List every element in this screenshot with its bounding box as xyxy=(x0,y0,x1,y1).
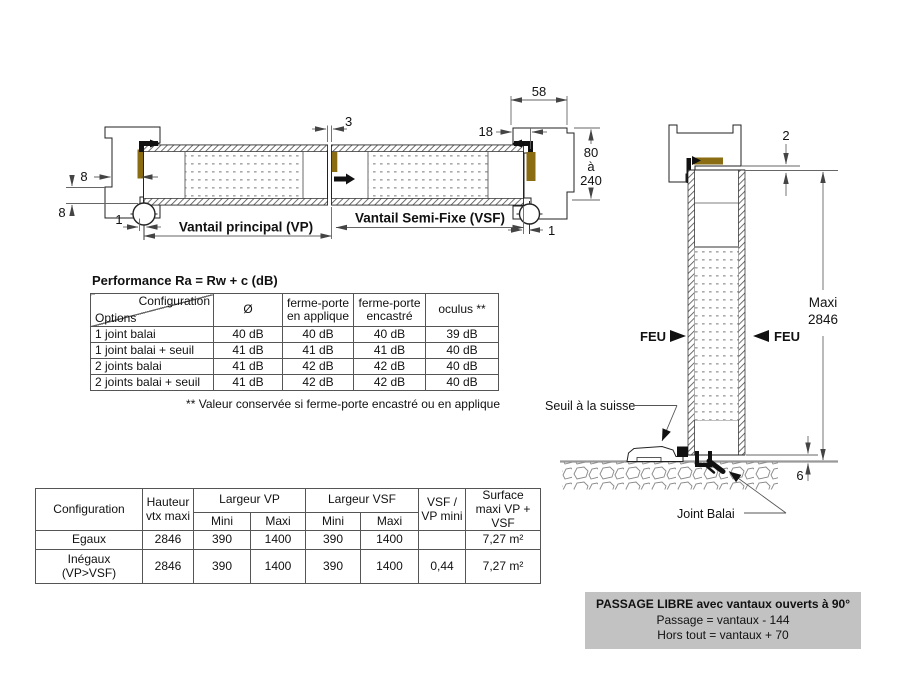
column-header: Maxi xyxy=(361,512,419,531)
table-cell: 40 dB xyxy=(426,343,499,359)
dim-maxi-label: Maxi xyxy=(808,295,838,310)
vsf-leaf xyxy=(332,145,524,205)
table-cell: 1400 xyxy=(251,531,306,550)
row-label-line1: Inégaux xyxy=(67,552,111,567)
table-cell: 40 dB xyxy=(354,327,426,343)
table-cell: 41 dB xyxy=(283,343,354,359)
table-cell xyxy=(419,531,466,550)
label-seuil: Seuil à la suisse xyxy=(545,399,636,413)
table-cell: 40 dB xyxy=(426,359,499,375)
performance-header-row xyxy=(91,294,499,327)
table-cell: 390 xyxy=(306,550,361,584)
feu-right xyxy=(753,329,800,344)
table-cell: 390 xyxy=(194,531,251,550)
corner-label-configuration: Configuration xyxy=(138,294,210,308)
table-cell: 40 dB xyxy=(426,375,499,391)
vsf-bottom-skin xyxy=(332,199,524,206)
column-header: Maxi xyxy=(251,512,306,531)
horizontal-section xyxy=(58,84,601,240)
leaf-right-skin xyxy=(739,170,746,455)
leaf-insulation-core xyxy=(695,248,739,420)
row-label: 2 joints balai + seuil xyxy=(91,375,214,391)
table-cell: 390 xyxy=(306,531,361,550)
table-cell: 1400 xyxy=(251,550,306,584)
passage-libre-box xyxy=(585,592,861,649)
dim-8-horizontal: 8 xyxy=(80,169,88,184)
label-vantail-semi-fixe: Vantail Semi-Fixe (VSF) xyxy=(354,210,506,226)
column-header: Largeur VP xyxy=(194,489,306,513)
table-cell: 40 dB xyxy=(283,327,354,343)
column-header: Mini xyxy=(194,512,251,531)
dim-2: 2 xyxy=(782,128,790,143)
column-header: Hauteur vtx maxi xyxy=(143,489,194,531)
column-header: Mini xyxy=(306,512,361,531)
row-label: 1 joint balai + seuil xyxy=(91,343,214,359)
label-joint-balai: Joint Balai xyxy=(677,507,735,521)
column-header: ferme-porte en applique xyxy=(283,294,354,327)
table-row xyxy=(36,531,541,550)
dim-1-left: 1 xyxy=(115,212,123,227)
corner-label-options: Options xyxy=(95,310,137,325)
table-cell: 1400 xyxy=(361,531,419,550)
diagonal-header-cell xyxy=(91,294,214,327)
table-cell: 1400 xyxy=(361,550,419,584)
table-cell: 41 dB xyxy=(214,375,283,391)
performance-footnote: ** Valeur conservée si ferme-porte encastré ou en applique xyxy=(186,397,500,411)
feu-left-arrow-icon xyxy=(670,330,686,342)
column-header: ferme-porte encastré xyxy=(354,294,426,327)
table-cell: 42 dB xyxy=(283,375,354,391)
threshold xyxy=(627,447,688,462)
table-cell: 41 dB xyxy=(214,343,283,359)
passage-line: Hors tout = vantaux + 70 xyxy=(657,628,789,643)
table-row xyxy=(36,550,541,584)
dim-8-vertical: 8 xyxy=(58,205,66,220)
table-row xyxy=(91,359,499,375)
table-row xyxy=(91,327,499,343)
right-seal xyxy=(527,152,536,181)
table-cell: 41 dB xyxy=(354,343,426,359)
dim-6: 6 xyxy=(796,468,804,483)
table-cell: 2846 xyxy=(143,531,194,550)
dim-wall-min: 80 xyxy=(583,145,599,160)
table-cell: 39 dB xyxy=(426,327,499,343)
feu-right-arrow-icon xyxy=(753,330,769,342)
performance-title: Performance Ra = Rw + c (dB) xyxy=(92,273,278,288)
leaf-left-skin xyxy=(688,170,695,455)
center-seal xyxy=(332,152,338,172)
dim-3-center: 3 xyxy=(345,114,353,129)
config-header-row-1 xyxy=(36,489,541,513)
table-cell: 41 dB xyxy=(214,359,283,375)
vp-insulation-core xyxy=(186,152,303,198)
dim-wall-sep: à xyxy=(587,159,595,174)
column-header: oculus ** xyxy=(426,294,499,327)
table-cell: 42 dB xyxy=(283,359,354,375)
table-row xyxy=(91,343,499,359)
feu-left-label: FEU xyxy=(640,329,666,344)
feu-left xyxy=(640,329,686,344)
dim-maxi-value: 2846 xyxy=(807,312,839,327)
row-label-line2: (VP>VSF) xyxy=(61,565,117,580)
passage-title: PASSAGE LIBRE avec vantaux ouverts à 90° xyxy=(595,597,850,611)
left-seal xyxy=(138,150,144,179)
seuil-leader xyxy=(635,406,677,442)
table-row xyxy=(91,375,499,391)
configuration-table xyxy=(35,488,541,584)
column-header: Largeur VSF xyxy=(306,489,419,513)
feu-right-label: FEU xyxy=(774,329,800,344)
table-cell: 2846 xyxy=(143,550,194,584)
dim-1-right: 1 xyxy=(548,223,556,238)
vp-leaf xyxy=(144,145,328,205)
vp-top-skin xyxy=(144,145,328,152)
column-header: Configuration xyxy=(36,489,143,531)
vp-bottom-skin xyxy=(144,199,328,206)
vertical-leaf xyxy=(688,170,745,455)
dim-58: 58 xyxy=(531,84,547,99)
row-label: 1 joint balai xyxy=(91,327,214,343)
table-cell: 42 dB xyxy=(354,359,426,375)
row-label xyxy=(36,550,143,584)
column-header: Ø xyxy=(214,294,283,327)
column-header: VSF / VP mini xyxy=(419,489,466,531)
table-cell: 7,27 m² xyxy=(466,550,541,584)
performance-table xyxy=(90,293,499,391)
passage-line: Passage = vantaux - 144 xyxy=(656,612,790,627)
row-label: Egaux xyxy=(36,531,143,550)
table-cell: 7,27 m² xyxy=(466,531,541,550)
dim-18: 18 xyxy=(478,124,493,139)
table-cell: 0,44 xyxy=(419,550,466,584)
ground-hatch xyxy=(562,463,778,490)
dim-wall-max: 240 xyxy=(580,173,602,188)
column-header: Surface maxi VP + VSF xyxy=(466,489,541,531)
table-cell: 40 dB xyxy=(214,327,283,343)
table-cell: 390 xyxy=(194,550,251,584)
row-label: 2 joints balai xyxy=(91,359,214,375)
vsf-top-skin xyxy=(332,145,524,152)
table-cell: 42 dB xyxy=(354,375,426,391)
label-vantail-principal: Vantail principal (VP) xyxy=(178,219,314,235)
vsf-insulation-core xyxy=(369,152,488,198)
